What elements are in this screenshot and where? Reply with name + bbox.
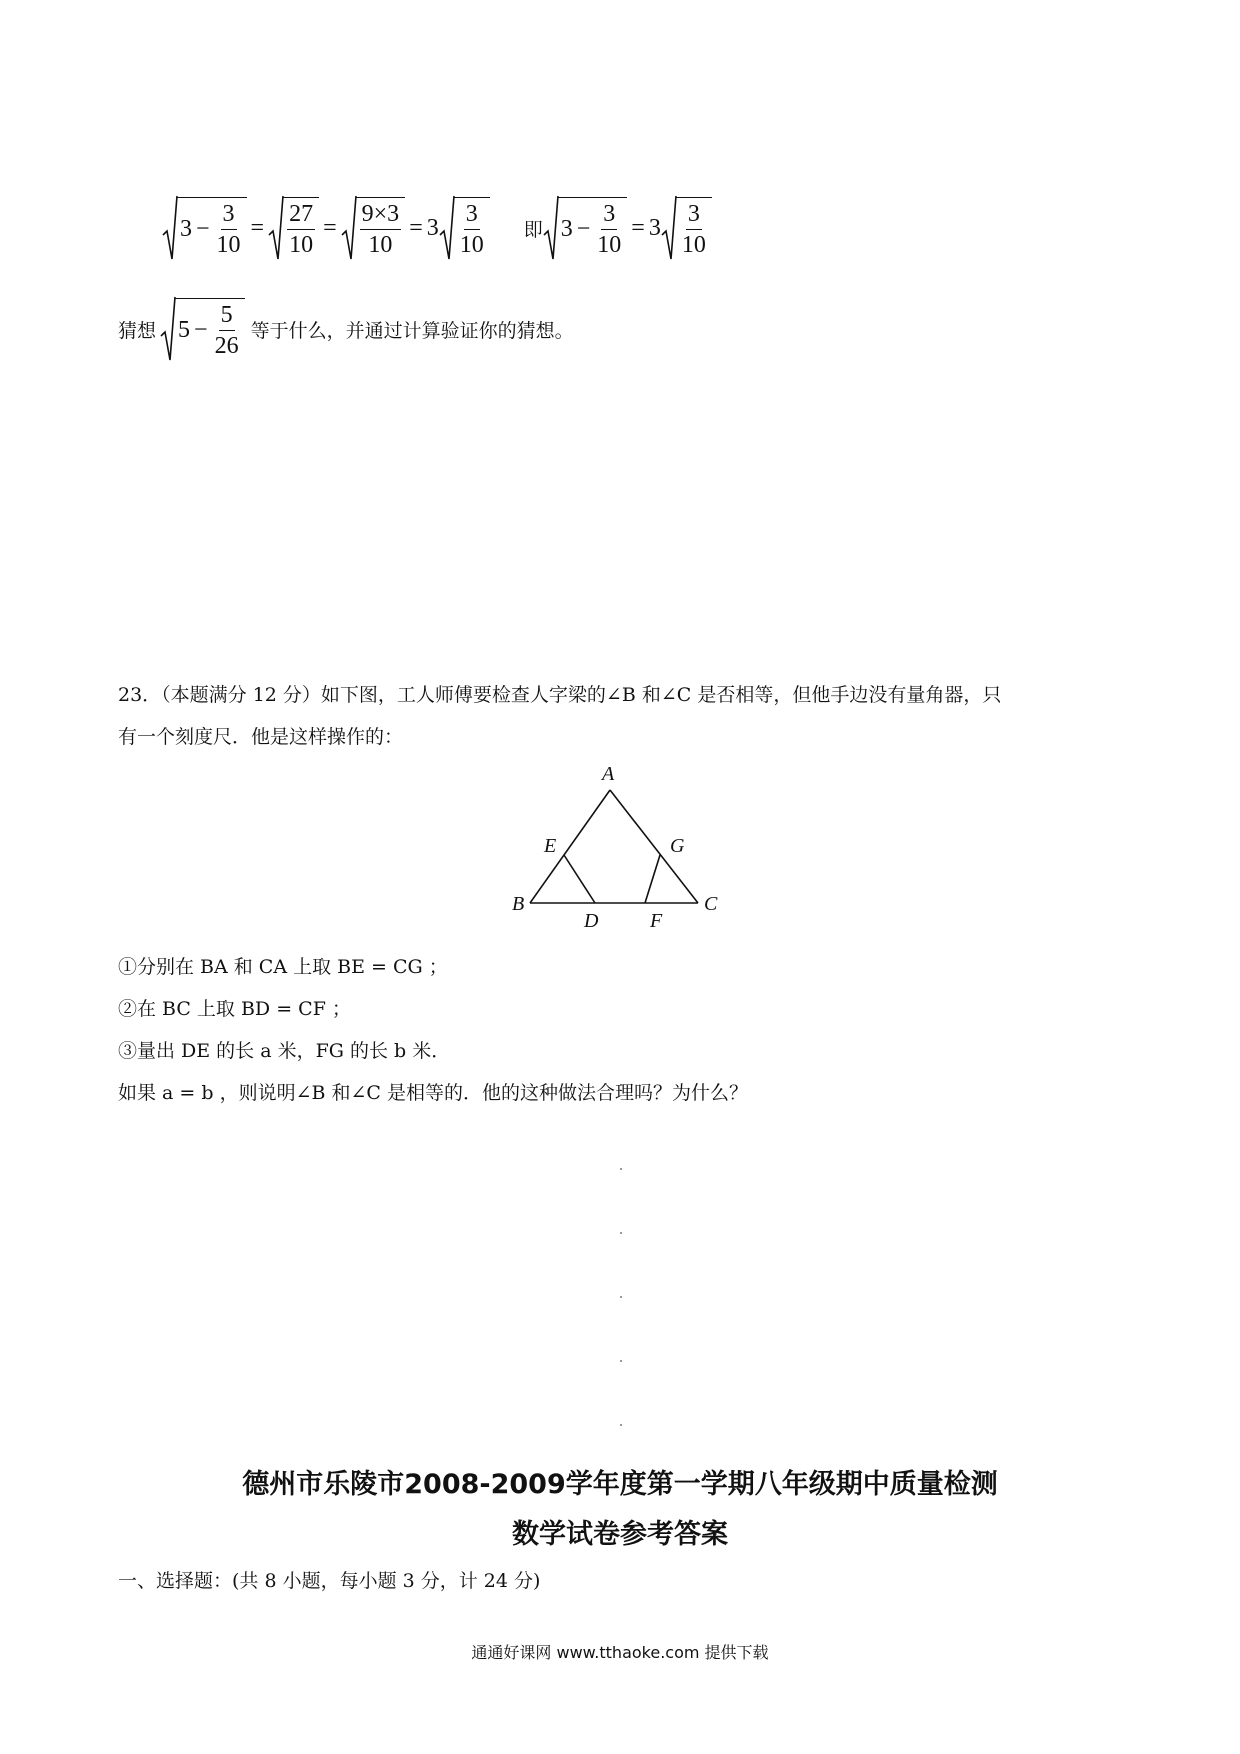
q23-step1: ①分别在 BA 和 CA 上取 BE = CG ；: [118, 956, 448, 978]
label-a: A: [602, 763, 615, 785]
formula-line: [162, 193, 712, 263]
footer: 通通好课网 www.tthaoke.com 提供下载: [471, 1643, 769, 1662]
side-ab: [530, 790, 610, 903]
radical-1: 3 − $\frac{3}{10}$: [162, 195, 247, 261]
equals: =: [409, 214, 423, 241]
label-d: D: [584, 910, 599, 932]
faint-dot: [620, 1296, 622, 1298]
segment-ed: [564, 855, 595, 903]
q23-line2: 有一个刻度尺．他是这样操作的：: [118, 726, 404, 748]
answer-title-line2: 数学试卷参考答案: [512, 1519, 728, 1550]
faint-dot: [620, 1168, 622, 1170]
radical-3: $\frac{9\times 3}{10}$: [341, 195, 406, 261]
guess-prefix: 猜想: [118, 319, 157, 342]
radical-2: $\frac{27}{10}$: [268, 195, 319, 261]
label-b: B: [512, 893, 525, 915]
answer-title-line1: 德州市乐陵市2008-2009学年度第一学期八年级期中质量检测: [242, 1469, 998, 1500]
ji-label: 即: [523, 218, 543, 241]
equals: =: [323, 214, 337, 241]
faint-dot: [620, 1360, 622, 1362]
q23-step2: ②在 BC 上取 BD = CF ；: [118, 998, 351, 1020]
side-ac: [610, 790, 698, 903]
coefficient: 3: [648, 214, 661, 241]
radical-5: 3 − $\frac{3}{10}$: [543, 195, 628, 261]
segment-gf: [645, 855, 660, 903]
q23-line1: 23．（本题满分 12 分）如下图，工人师傅要检查人字梁的∠B 和∠C 是否相等，但他手边没有量角器，只: [118, 684, 1002, 706]
triangle-figure: [500, 760, 740, 940]
guess-suffix: 等于什么，并通过计算验证你的猜想。: [250, 319, 574, 342]
label-f: F: [650, 910, 663, 932]
equals: =: [250, 214, 265, 241]
label-c: C: [704, 893, 718, 915]
q23-question: 如果 a = b ，则说明∠B 和∠C 是相等的．他的这种做法合理吗？为什么？: [118, 1082, 748, 1104]
radical-6: $\frac{3}{10}$: [661, 195, 712, 261]
label-e: E: [544, 835, 557, 857]
coefficient: 3: [426, 214, 439, 241]
guess-line: [118, 294, 574, 364]
radical-4: $\frac{3}{10}$: [439, 195, 490, 261]
q23-step3: ③量出 DE 的长 a 米，FG 的长 b 米．: [118, 1040, 451, 1062]
guess-radical: 5 − $\frac{5}{26}$: [160, 296, 245, 362]
faint-dot: [620, 1424, 622, 1426]
section-1-heading: 一、选择题：(共 8 小题，每小题 3 分，计 24 分): [118, 1570, 541, 1592]
faint-dot: [620, 1232, 622, 1234]
label-g: G: [670, 835, 685, 857]
equals: =: [631, 214, 645, 241]
